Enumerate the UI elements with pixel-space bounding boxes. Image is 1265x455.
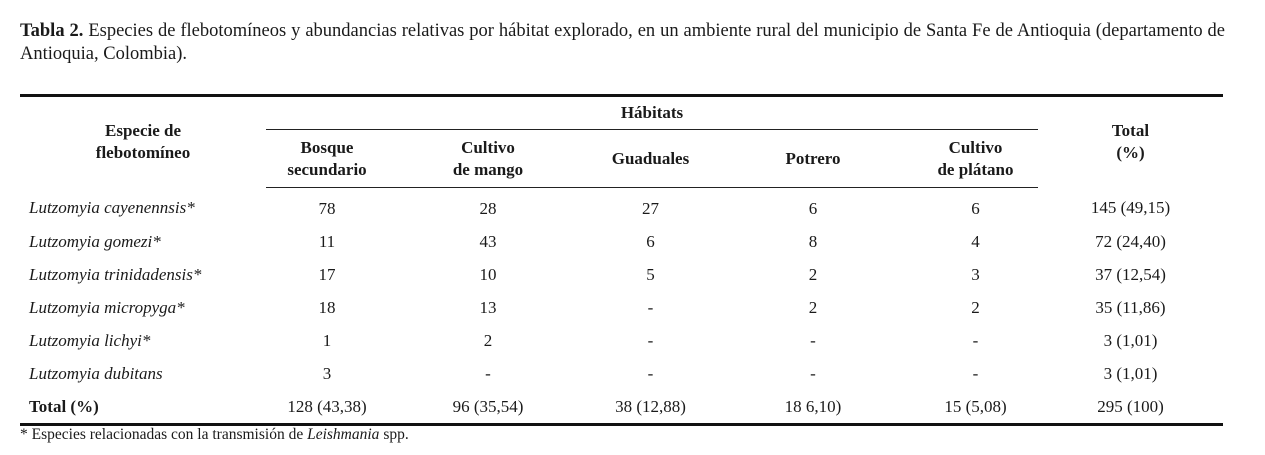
cell-value: 28 [479,198,497,218]
cell-value: 3 [971,264,980,284]
habitat-header-line1: Bosque [300,137,354,157]
table-row [20,258,1223,291]
table-footnote [20,426,409,444]
habitat-header-line2: de mango [452,159,524,179]
cell-value: 43 [479,231,497,251]
table-row [20,188,1223,226]
total-row [20,390,1223,425]
species-name: Lutzomyia cayenennsis* [29,198,195,218]
total-column-header [1038,96,1223,188]
cell-value: 5 [646,264,655,284]
cell-value: 27 [642,198,659,218]
cell-value: - [810,363,816,383]
cell-value: 8 [808,231,818,251]
cell-value: 1 [322,330,332,350]
header-row-top [20,96,1223,130]
caption-text: Especies de flebotomíneos y abundancias relativas por hábitat explorado, en un ambiente rural del municipio de Santa Fe de Antioquia (departamento de Antioquia, Colombia). [20,21,1225,64]
cell-value: - [485,363,491,383]
total-cell-value: 96 (35,54) [388,390,588,425]
cell-value: 11 [318,231,336,251]
table-row [20,291,1223,324]
cell-value: - [647,330,654,350]
caption-label: Tabla 2. [20,21,84,41]
cell-value: 2 [808,297,818,317]
species-name: Lutzomyia lichyi* [29,330,151,350]
total-cell-value: 18 6,10) [713,390,913,425]
cell-value: - [972,363,979,383]
habitat-header-line1: Cultivo [948,137,1003,157]
cell-value: 6 [971,198,980,218]
row-total: 3 (1,01) [1103,363,1158,383]
row-total: 3 (1,01) [1103,330,1158,350]
row-total: 72 (24,40) [1095,231,1166,251]
cell-value: - [972,330,979,350]
habitat-header-platano [913,130,1038,188]
species-name: Lutzomyia micropyga* [29,297,185,317]
habitat-header-line1: Guaduales [611,148,690,168]
cell-value: 10 [479,264,497,284]
total-header-line2: (%) [1116,143,1145,163]
footnote-prefix: * Especies relacionadas con la transmisión de [20,426,308,443]
table-body [20,188,1223,425]
cell-value: 4 [971,231,980,251]
total-header-line1: Total [1111,121,1150,141]
species-header-line2: flebotomíneo [95,143,191,163]
habitat-header-line1: Potrero [785,148,841,168]
cell-value: 18 [318,297,336,317]
footnote-genus: Leishmania [307,426,380,443]
species-column-header [20,96,266,188]
total-cell-value: 15 (5,08) [913,390,1038,425]
species-header-line1: Especie de [104,121,182,141]
table-row [20,324,1223,357]
row-total: 145 (49,15) [1090,198,1171,218]
cell-value: 78 [318,198,336,218]
cell-value: 2 [971,297,980,317]
habitats-group-header: Hábitats [266,96,1038,130]
habitat-header-mango [388,130,588,188]
table-row [20,357,1223,390]
table-row [20,225,1223,258]
cell-value: - [647,297,654,317]
row-total: 35 (11,86) [1095,297,1166,317]
habitat-header-line2: de plátano [937,159,1014,179]
cell-value: - [647,363,654,383]
cell-value: 13 [479,297,497,317]
row-total: 37 (12,54) [1095,264,1166,284]
grand-total: 295 (100) [1038,390,1223,425]
total-row-label: Total (%) [20,390,266,425]
habitat-header-line2: secundario [287,159,367,179]
cell-value: - [810,330,816,350]
cell-value: 2 [483,330,493,350]
species-name: Lutzomyia gomezi* [29,231,161,251]
species-name: Lutzomyia trinidadensis* [29,264,202,284]
habitat-header-guaduales [588,130,713,188]
cell-value: 6 [646,231,655,251]
habitat-header-potrero [713,130,913,188]
species-table [20,94,1223,426]
habitat-header-bosque [266,130,388,188]
footnote-suffix: spp. [379,426,409,443]
cell-value: 17 [318,264,336,284]
cell-value: 6 [808,198,818,218]
cell-value: 2 [808,264,818,284]
habitat-header-line1: Cultivo [461,137,515,157]
total-cell-value: 128 (43,38) [266,390,388,425]
cell-value: 3 [322,363,332,383]
table-caption [20,20,1225,66]
species-name: Lutzomyia dubitans [29,363,163,383]
total-cell-value: 38 (12,88) [588,390,713,425]
